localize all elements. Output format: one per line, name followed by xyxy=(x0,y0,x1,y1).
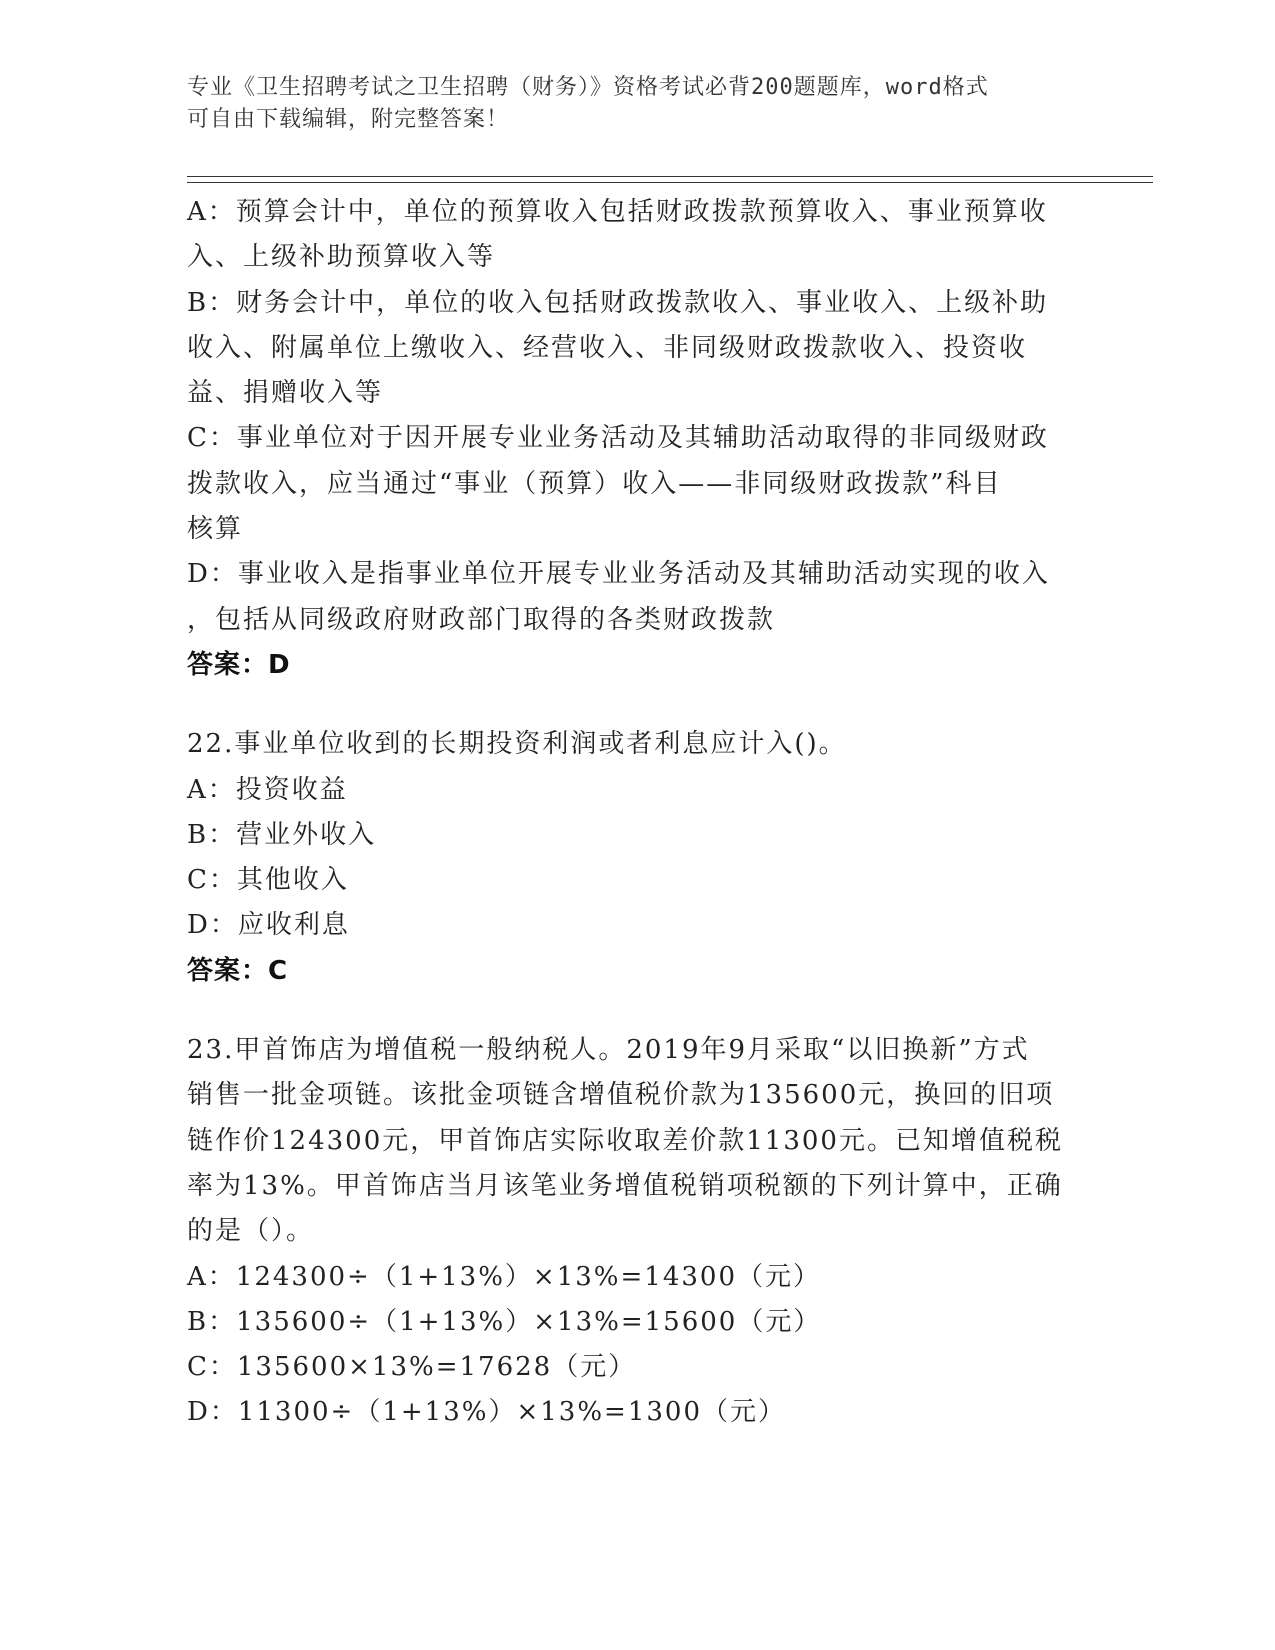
spacer xyxy=(187,994,1087,1028)
option-a-line-2: 入、上级补助预算收入等 xyxy=(187,242,496,273)
question-22-stem: 22.事业单位收到的长期投资利润或者利息应计入()。 xyxy=(187,729,847,760)
question-23 xyxy=(187,1028,1087,1436)
question-22-option-b: B：营业外收入 xyxy=(187,819,377,850)
question-22-option-a: A：投资收益 xyxy=(187,774,348,805)
question-23-option-a: A：124300÷（1+13%）×13%=14300（元） xyxy=(187,1261,821,1292)
question-23-option-c: C：135600×13%=17628（元） xyxy=(187,1352,637,1383)
question-23-stem-line-3: 链作价124300元，甲首饰店实际收取差价款11300元。已知增值税税 xyxy=(187,1125,1063,1156)
spacer xyxy=(187,688,1087,722)
option-c-line-1: C：事业单位对于因开展专业业务活动及其辅助活动取得的非同级财政 xyxy=(187,423,1049,454)
header-divider-top xyxy=(187,176,1153,177)
option-d-line-1: D：事业收入是指事业单位开展专业业务活动及其辅助活动实现的收入 xyxy=(187,559,1050,590)
document-body xyxy=(187,190,1087,1436)
option-b-line-3: 益、捐赠收入等 xyxy=(187,378,384,409)
option-b-line-2: 收入、附属单位上缴收入、经营收入、非同级财政拨款收入、投资收 xyxy=(187,332,1028,363)
question-23-stem-line-2: 销售一批金项链。该批金项链含增值税价款为135600元，换回的旧项 xyxy=(187,1080,1055,1111)
question-23-option-b: B：135600÷（1+13%）×13%=15600（元） xyxy=(187,1306,822,1337)
option-c-line-3: 核算 xyxy=(187,514,244,545)
question-23-stem-line-1: 23.甲首饰店为增值税一般纳税人。2019年9月采取“以旧换新”方式 xyxy=(187,1035,1030,1066)
option-a xyxy=(187,190,1087,281)
question-23-option-d: D：11300÷（1+13%）×13%=1300（元） xyxy=(187,1397,786,1428)
document-header xyxy=(187,72,1087,136)
header-line-2: 可自由下载编辑，附完整答案！ xyxy=(187,107,510,132)
question-21-answer: 答案：D xyxy=(187,649,291,680)
option-d xyxy=(187,552,1087,643)
option-d-line-2: ，包括从同级政府财政部门取得的各类财政拨款 xyxy=(187,604,776,635)
header-line-1: 专业《卫生招聘考试之卫生招聘（财务）》资格考试必背200题题库，word格式 xyxy=(187,75,989,100)
option-b-line-1: B：财务会计中，单位的收入包括财政拨款收入、事业收入、上级补助 xyxy=(187,287,1049,318)
option-c-line-2: 拨款收入，应当通过“事业（预算）收入——非同级财政拨款”科目 xyxy=(187,468,1002,499)
question-22 xyxy=(187,722,1087,994)
question-22-answer: 答案：C xyxy=(187,955,289,986)
question-22-option-c: C：其他收入 xyxy=(187,865,349,896)
option-b xyxy=(187,281,1087,417)
question-22-option-d: D：应收利息 xyxy=(187,910,350,941)
option-a-line-1: A：预算会计中，单位的预算收入包括财政拨款预算收入、事业预算收 xyxy=(187,197,1048,227)
question-23-stem-line-4: 率为13%。甲首饰店当月该笔业务增值税销项税额的下列计算中，正确 xyxy=(187,1170,1063,1201)
header-divider-bottom xyxy=(187,182,1153,183)
option-c xyxy=(187,416,1087,552)
question-21-options xyxy=(187,190,1087,688)
question-23-stem-line-5: 的是（）。 xyxy=(187,1216,315,1247)
